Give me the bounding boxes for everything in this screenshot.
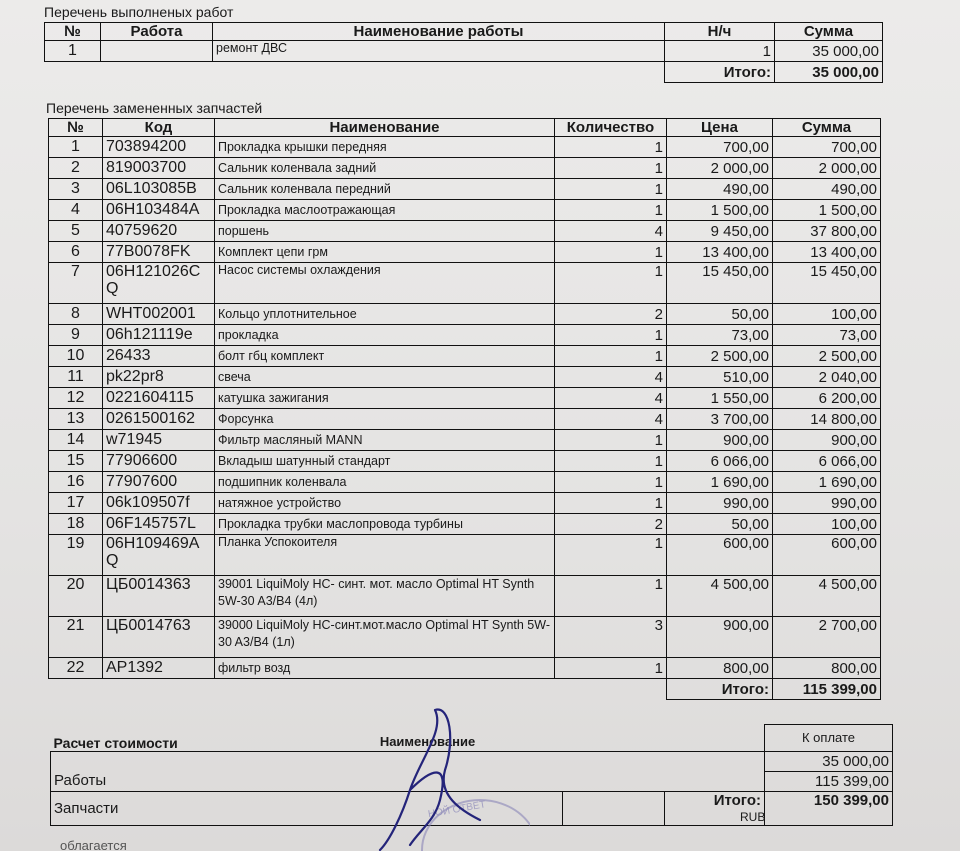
part-price: 1 500,00 — [667, 200, 773, 221]
part-no: 21 — [49, 617, 103, 658]
part-price: 3 700,00 — [667, 409, 773, 430]
part-no: 5 — [49, 221, 103, 242]
table-row — [49, 221, 881, 242]
table-row — [49, 242, 881, 263]
part-no: 9 — [49, 325, 103, 346]
table-row — [49, 200, 881, 221]
parts-total-row — [49, 679, 881, 700]
part-no: 1 — [49, 137, 103, 158]
part-code: 26433 — [103, 346, 215, 367]
table-row — [49, 658, 881, 679]
part-code: 77B0078FK — [103, 242, 215, 263]
table-row — [49, 514, 881, 535]
part-sum: 15 450,00 — [773, 263, 881, 304]
works-row-name: ремонт ДВС — [213, 41, 665, 62]
part-sum: 13 400,00 — [773, 242, 881, 263]
part-qty: 4 — [555, 221, 667, 242]
part-code: WHT002001 — [103, 304, 215, 325]
part-name: катушка зажигания — [215, 388, 555, 409]
part-name: 39001 LiquiMoly HC- синт. мот. масло Optimal HT Synth 5W-30 A3/B4 (4л) — [215, 576, 555, 617]
part-no: 18 — [49, 514, 103, 535]
part-no: 6 — [49, 242, 103, 263]
parts-table — [48, 118, 881, 700]
part-name: Сальник коленвала передний — [215, 179, 555, 200]
works-total-value: 35 000,00 — [775, 62, 883, 83]
part-sum: 490,00 — [773, 179, 881, 200]
part-sum: 2 000,00 — [773, 158, 881, 179]
table-row — [49, 325, 881, 346]
part-name: подшипник коленвала — [215, 472, 555, 493]
part-qty: 1 — [555, 658, 667, 679]
part-sum: 2 500,00 — [773, 346, 881, 367]
part-no: 10 — [49, 346, 103, 367]
part-no: 2 — [49, 158, 103, 179]
part-price: 2 000,00 — [667, 158, 773, 179]
part-code: 06H121026C Q — [103, 263, 215, 304]
part-name: Сальник коленвала задний — [215, 158, 555, 179]
part-sum: 100,00 — [773, 304, 881, 325]
table-row — [49, 304, 881, 325]
table-row — [49, 493, 881, 514]
works-total-label: Итого: — [665, 62, 775, 83]
part-qty: 1 — [555, 158, 667, 179]
part-code: 703894200 — [103, 137, 215, 158]
part-no: 12 — [49, 388, 103, 409]
calc-total-value: 150 399,00 — [765, 791, 893, 825]
part-sum: 2 700,00 — [773, 617, 881, 658]
parts-header-name: Наименование — [215, 119, 555, 137]
works-row-work — [101, 41, 213, 62]
part-sum: 1 500,00 — [773, 200, 881, 221]
part-qty: 1 — [555, 263, 667, 304]
table-row — [49, 158, 881, 179]
part-sum: 1 690,00 — [773, 472, 881, 493]
calc-name-header: Наименование — [379, 734, 476, 749]
part-no: 11 — [49, 367, 103, 388]
parts-header-row — [49, 119, 881, 137]
table-row — [49, 179, 881, 200]
works-header-sum: Сумма — [775, 23, 883, 41]
table-row — [49, 617, 881, 658]
part-name: болт гбц комплект — [215, 346, 555, 367]
part-code: 06H103484A — [103, 200, 215, 221]
works-header-hours: Н/ч — [665, 23, 775, 41]
part-code: ЦБ0014363 — [103, 576, 215, 617]
part-sum: 990,00 — [773, 493, 881, 514]
part-code: 819003700 — [103, 158, 215, 179]
part-price: 50,00 — [667, 514, 773, 535]
part-no: 13 — [49, 409, 103, 430]
part-code: w71945 — [103, 430, 215, 451]
table-row — [49, 388, 881, 409]
stamp-text: НОЙ ОТВЕТ — [427, 799, 487, 821]
part-sum: 37 800,00 — [773, 221, 881, 242]
part-no: 4 — [49, 200, 103, 221]
calc-works-value: 35 000,00 — [765, 751, 893, 771]
part-qty: 1 — [555, 179, 667, 200]
part-code: 06L103085B — [103, 179, 215, 200]
part-name: прокладка — [215, 325, 555, 346]
table-row — [49, 346, 881, 367]
part-name: Планка Успокоителя — [215, 535, 555, 576]
part-code: AP1392 — [103, 658, 215, 679]
part-name: Комплект цепи грм — [215, 242, 555, 263]
table-row — [45, 41, 883, 62]
parts-header-sum: Сумма — [773, 119, 881, 137]
part-qty: 2 — [555, 304, 667, 325]
part-price: 1 690,00 — [667, 472, 773, 493]
part-qty: 1 — [555, 535, 667, 576]
part-qty: 2 — [555, 514, 667, 535]
parts-header-code: Код — [103, 119, 215, 137]
part-price: 600,00 — [667, 535, 773, 576]
part-price: 2 500,00 — [667, 346, 773, 367]
part-name: свеча — [215, 367, 555, 388]
part-sum: 73,00 — [773, 325, 881, 346]
part-price: 990,00 — [667, 493, 773, 514]
part-code: 06H109469A Q — [103, 535, 215, 576]
parts-header-no: № — [49, 119, 103, 137]
works-caption: Перечень выполненых работ — [44, 4, 234, 20]
part-sum: 100,00 — [773, 514, 881, 535]
parts-total-value: 115 399,00 — [773, 679, 881, 700]
part-sum: 14 800,00 — [773, 409, 881, 430]
part-qty: 1 — [555, 430, 667, 451]
part-price: 900,00 — [667, 617, 773, 658]
calc-total-label: Итого: — [665, 791, 765, 825]
part-name: Фильтр масляный MANN — [215, 430, 555, 451]
calc-parts-value: 115 399,00 — [765, 771, 893, 791]
parts-header-qty: Количество — [555, 119, 667, 137]
part-qty: 3 — [555, 617, 667, 658]
calc-currency: RUB — [740, 810, 766, 824]
part-qty: 1 — [555, 472, 667, 493]
calc-caption: Расчет стоимости — [53, 734, 178, 751]
part-price: 6 066,00 — [667, 451, 773, 472]
part-code: 06h121119e — [103, 325, 215, 346]
part-sum: 800,00 — [773, 658, 881, 679]
part-qty: 1 — [555, 137, 667, 158]
works-row-no: 1 — [45, 41, 101, 62]
part-price: 15 450,00 — [667, 263, 773, 304]
part-qty: 1 — [555, 493, 667, 514]
parts-total-label: Итого: — [667, 679, 773, 700]
part-name: Насос системы охлаждения — [215, 263, 555, 304]
parts-caption: Перечень замененных запчастей — [46, 100, 263, 116]
table-row — [49, 137, 881, 158]
part-qty: 1 — [555, 325, 667, 346]
calc-pay-header: К оплате — [765, 725, 893, 752]
works-row-hours: 1 — [665, 41, 775, 62]
part-code: 0221604115 — [103, 388, 215, 409]
works-header-no: № — [45, 23, 101, 41]
part-qty: 4 — [555, 409, 667, 430]
part-name: Прокладка маслоотражающая — [215, 200, 555, 221]
part-no: 22 — [49, 658, 103, 679]
footer-fragment: облагается — [60, 838, 127, 851]
calc-header-row — [51, 725, 893, 752]
part-price: 700,00 — [667, 137, 773, 158]
works-table — [44, 22, 883, 83]
part-sum: 600,00 — [773, 535, 881, 576]
part-sum: 6 200,00 — [773, 388, 881, 409]
part-no: 14 — [49, 430, 103, 451]
part-no: 17 — [49, 493, 103, 514]
table-row — [49, 472, 881, 493]
works-header-row — [45, 23, 883, 41]
part-name: Прокладка трубки маслопровода турбины — [215, 514, 555, 535]
table-row — [49, 430, 881, 451]
part-code: 40759620 — [103, 221, 215, 242]
part-no: 15 — [49, 451, 103, 472]
part-no: 8 — [49, 304, 103, 325]
works-total-row — [45, 62, 883, 83]
part-sum: 4 500,00 — [773, 576, 881, 617]
table-row — [49, 409, 881, 430]
part-price: 9 450,00 — [667, 221, 773, 242]
parts-header-price: Цена — [667, 119, 773, 137]
part-qty: 4 — [555, 367, 667, 388]
calc-works-label: Работы — [51, 771, 765, 791]
part-code: 0261500162 — [103, 409, 215, 430]
part-price: 900,00 — [667, 430, 773, 451]
table-row — [49, 263, 881, 304]
part-name: фильтр возд — [215, 658, 555, 679]
part-name: Вкладыш шатунный стандарт — [215, 451, 555, 472]
part-name: Форсунка — [215, 409, 555, 430]
part-code: pk22pr8 — [103, 367, 215, 388]
part-price: 1 550,00 — [667, 388, 773, 409]
part-price: 4 500,00 — [667, 576, 773, 617]
part-name: 39000 LiquiMoly HC-синт.мот.масло Optimal HT Synth 5W-30 A3/B4 (1л) — [215, 617, 555, 658]
part-name: поршень — [215, 221, 555, 242]
part-no: 20 — [49, 576, 103, 617]
part-no: 3 — [49, 179, 103, 200]
part-no: 16 — [49, 472, 103, 493]
calc-table — [50, 724, 893, 826]
part-qty: 1 — [555, 346, 667, 367]
table-row — [49, 576, 881, 617]
part-no: 7 — [49, 263, 103, 304]
works-header-work: Работа — [101, 23, 213, 41]
part-name: Прокладка крышки передняя — [215, 137, 555, 158]
part-price: 510,00 — [667, 367, 773, 388]
part-name: Кольцо уплотнительное — [215, 304, 555, 325]
part-price: 73,00 — [667, 325, 773, 346]
table-row — [49, 367, 881, 388]
part-qty: 1 — [555, 576, 667, 617]
part-price: 490,00 — [667, 179, 773, 200]
part-sum: 900,00 — [773, 430, 881, 451]
part-sum: 6 066,00 — [773, 451, 881, 472]
part-name: натяжное устройство — [215, 493, 555, 514]
part-code: 77907600 — [103, 472, 215, 493]
table-row — [49, 535, 881, 576]
part-price: 800,00 — [667, 658, 773, 679]
part-sum: 700,00 — [773, 137, 881, 158]
part-qty: 4 — [555, 388, 667, 409]
works-header-name: Наименование работы — [213, 23, 665, 41]
part-qty: 1 — [555, 200, 667, 221]
part-price: 13 400,00 — [667, 242, 773, 263]
part-code: 06k109507f — [103, 493, 215, 514]
part-code: 77906600 — [103, 451, 215, 472]
table-row — [49, 451, 881, 472]
calc-parts-label: Запчасти — [51, 791, 563, 825]
part-code: 06F145757L — [103, 514, 215, 535]
part-qty: 1 — [555, 451, 667, 472]
part-qty: 1 — [555, 242, 667, 263]
part-sum: 2 040,00 — [773, 367, 881, 388]
table-row — [51, 771, 893, 791]
part-code: ЦБ0014763 — [103, 617, 215, 658]
table-row — [51, 791, 893, 825]
part-price: 50,00 — [667, 304, 773, 325]
part-no: 19 — [49, 535, 103, 576]
works-row-sum: 35 000,00 — [775, 41, 883, 62]
